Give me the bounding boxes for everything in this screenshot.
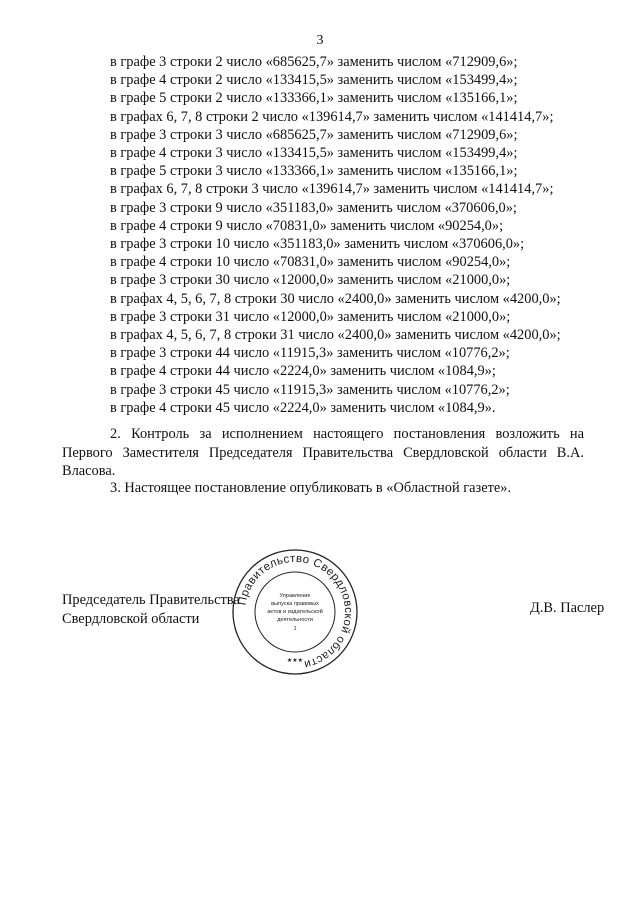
amendment-item: в графе 4 строки 10 число «70831,0» заменить числом «90254,0»; [110,254,511,271]
amendment-item: в графе 3 строки 30 число «12000,0» заменить числом «21000,0»; [110,272,511,289]
amendment-item: в графе 3 строки 9 число «351183,0» заменить числом «370606,0»; [110,199,517,216]
amendment-item: в графе 3 строки 44 число «11915,3» заменить числом «10776,2»; [110,345,510,362]
page-number: 3 [316,33,324,48]
amendment-item: в графе 5 строки 3 число «133366,1» заменить числом «135166,1»; [110,163,518,180]
amendment-item: в графе 4 строки 45 число «2224,0» заменить числом «1084,9». [110,399,496,416]
official-seal [230,547,360,677]
amendment-item: в графе 3 строки 3 число «685625,7» заменить числом «712909,6»; [110,126,518,143]
amendment-item: в графе 5 строки 2 число «133366,1» заменить числом «135166,1»; [110,90,518,107]
control-paragraph: 2. Контроль за исполнением настоящего постановления возложить на Первого Заместителя Председателя Правительства Свердловской области В.А. Власова. [62,426,584,480]
amendment-item: в графе 3 строки 2 число «685625,7» заменить числом «712909,6»; [110,54,518,70]
seal-number: 1 [293,626,297,632]
amendment-item: в графе 3 строки 45 число «11915,3» заменить числом «10776,2»; [110,381,510,398]
seal-stars: ★★★ [286,657,304,664]
amendment-item: в графе 3 строки 10 число «351183,0» заменить числом «370606,0»; [110,236,525,253]
seal-ring-text: Правительство Свердловской области [236,552,355,671]
seal-inner-line: актов и издательской [267,609,323,615]
signatory-name: Д.В. Паслер [530,600,605,616]
amendment-item: в графе 4 строки 9 число «70831,0» заменить числом «90254,0»; [110,217,504,234]
amendment-item: в графах 4, 5, 6, 7, 8 строки 31 число «2400,0» заменить числом «4200,0»; [110,327,561,344]
amendment-item: в графах 6, 7, 8 строки 3 число «139614,7» заменить числом «141414,7»; [110,181,554,198]
signatory-title-line: Председатель Правительства [62,592,240,608]
signatory-title [62,591,240,629]
amendment-item: в графе 4 строки 2 число «133415,5» заменить числом «153499,4»; [110,72,518,89]
seal-inner-line: выпуска правовых [271,601,319,607]
amendment-list [110,53,590,417]
signatory-title-line: Свердловской области [62,611,200,627]
amendment-item: в графе 4 строки 3 число «133415,5» заменить числом «153499,4»; [110,145,518,162]
publication-paragraph: 3. Настоящее постановление опубликовать в «Областной газете». [110,480,512,497]
amendment-item: в графе 3 строки 31 число «12000,0» заменить числом «21000,0»; [110,308,511,325]
seal-inner-line: деятельности [277,617,313,623]
amendment-item: в графе 4 строки 44 число «2224,0» заменить числом «1084,9»; [110,363,496,380]
seal-inner-line: Управление [279,593,311,599]
amendment-item: в графах 4, 5, 6, 7, 8 строки 30 число «2400,0» заменить числом «4200,0»; [110,290,561,307]
amendment-item: в графах 6, 7, 8 строки 2 число «139614,7» заменить числом «141414,7»; [110,108,554,125]
